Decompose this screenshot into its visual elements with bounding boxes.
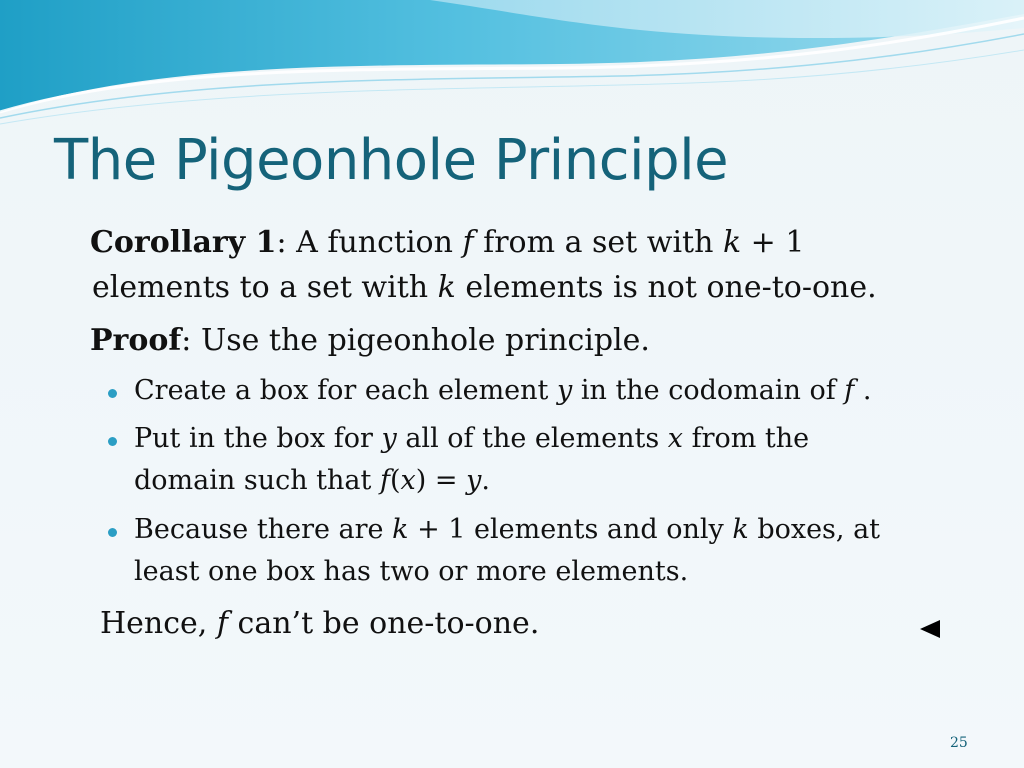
bullet-text: ) = bbox=[415, 465, 467, 496]
bullet-text: all of the elements bbox=[396, 423, 668, 454]
math-var-k: k bbox=[732, 514, 749, 545]
bullet-item-2 bbox=[134, 423, 809, 454]
bullet-text: + 1 elements and only bbox=[408, 514, 733, 545]
bullet-icon bbox=[108, 437, 117, 446]
corollary-text: from a set with bbox=[473, 225, 723, 260]
bullet-item-2-cont bbox=[134, 465, 490, 496]
math-var-f: f bbox=[844, 375, 855, 406]
corollary-text: + 1 bbox=[741, 225, 805, 260]
corollary-label: Corollary 1 bbox=[90, 225, 277, 260]
bullet-icon bbox=[108, 389, 117, 398]
math-var-y: y bbox=[466, 465, 482, 496]
conclusion-statement bbox=[100, 607, 539, 642]
bullet-item-1 bbox=[134, 375, 871, 406]
math-var-x: x bbox=[667, 423, 683, 454]
conclusion-text: Hence, bbox=[100, 606, 217, 641]
bullet-text: Because there are bbox=[134, 514, 393, 545]
bullet-item-3 bbox=[134, 514, 880, 545]
math-var-x: x bbox=[400, 465, 416, 496]
bullet-text: from the bbox=[683, 423, 810, 454]
math-var-k: k bbox=[392, 514, 409, 545]
proof-statement bbox=[90, 324, 650, 359]
conclusion-text: can’t be one-to-one. bbox=[227, 606, 540, 641]
bullet-text: Create a box for each element bbox=[134, 375, 557, 406]
bullet-text: boxes, at bbox=[748, 514, 881, 545]
bullet-text: . bbox=[854, 375, 872, 406]
math-var-y: y bbox=[381, 423, 397, 454]
math-var-f: f bbox=[216, 606, 228, 641]
math-var-k: k bbox=[437, 270, 456, 305]
corollary-text: elements is not one-to-one. bbox=[455, 270, 877, 305]
slide-title: The Pigeonhole Principle bbox=[54, 128, 729, 193]
corollary-text: : A function bbox=[276, 225, 463, 260]
bullet-text: ( bbox=[389, 465, 401, 496]
bullet-icon bbox=[108, 528, 117, 537]
math-var-k: k bbox=[722, 225, 742, 260]
end-of-proof-triangle-icon bbox=[920, 620, 940, 638]
math-var-y: y bbox=[556, 375, 573, 406]
proof-text: : Use the pigeonhole principle. bbox=[181, 323, 650, 358]
corollary-statement-cont bbox=[92, 271, 877, 306]
math-var-f: f bbox=[462, 225, 474, 260]
proof-label: Proof bbox=[90, 323, 182, 358]
corollary-statement bbox=[90, 226, 804, 261]
math-var-f: f bbox=[379, 465, 390, 496]
bullet-text: domain such that bbox=[134, 465, 380, 496]
bullet-text: in the codomain of bbox=[572, 375, 845, 406]
bullet-text: Put in the box for bbox=[134, 423, 382, 454]
page-number: 25 bbox=[950, 735, 968, 751]
bullet-text: . bbox=[481, 465, 490, 496]
bullet-item-3-cont: least one box has two or more elements. bbox=[134, 556, 689, 587]
corollary-text: elements to a set with bbox=[92, 270, 438, 305]
